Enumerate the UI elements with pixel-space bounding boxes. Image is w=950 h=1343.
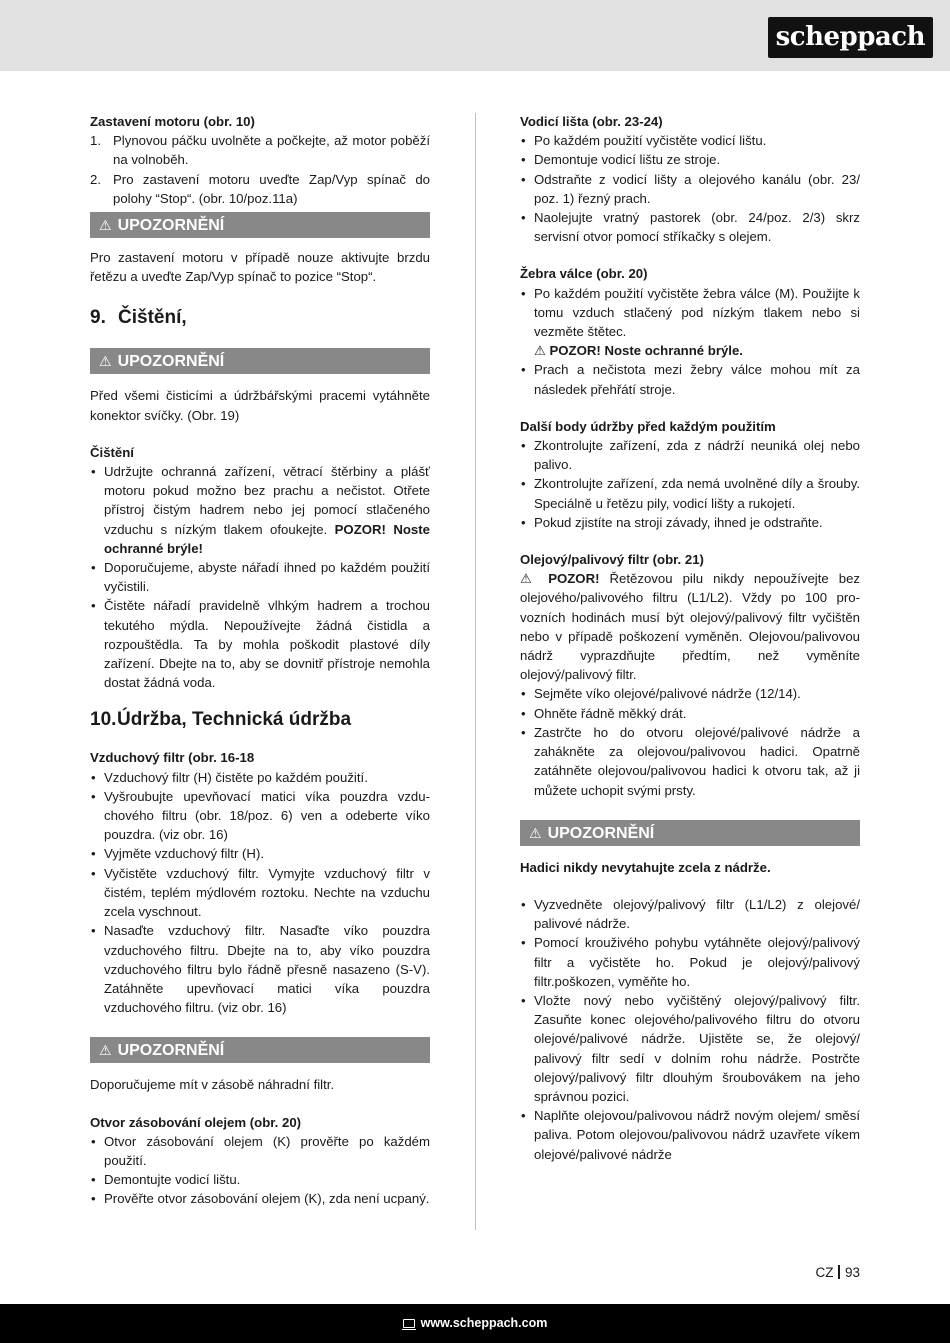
oil-filter-heading: Olejový/palivový filtr (obr. 21) [520, 552, 704, 568]
list-item: • Prach a nečistota mezi žebry válce mohou mít za následek přehřátí stroje. [520, 360, 860, 398]
guide-bar-heading: Vodicí lišta (obr. 23-24) [520, 114, 663, 129]
warning-triangle-icon: ⚠ [534, 343, 550, 359]
scheppach-logo: scheppach [768, 17, 933, 58]
guide-bar-list [520, 131, 860, 246]
warning-triangle-icon: ⚠ [99, 353, 112, 370]
left-column [90, 112, 430, 1209]
cleaning-heading: Čištění [90, 444, 134, 460]
list-item: • Vyjměte vzduchový filtr (H). [90, 844, 430, 863]
header-bar [0, 0, 950, 71]
warning-bar: ⚠ UPOZORNĚNÍ [520, 820, 860, 846]
spare-filter-text: Doporučujeme mít v zásobě náhradní filtr. [90, 1077, 335, 1093]
warning-triangle-icon: ⚠ [520, 571, 549, 587]
oil-filter-list [520, 684, 860, 799]
oil-hole-list [90, 1132, 430, 1209]
monitor-icon [403, 1319, 415, 1328]
list-item: • Ohněte řádně měkký drát. [520, 704, 860, 723]
list-item: • Čistěte nářadí pravidelně vlhkým hadrem a trochou tekutého mýdla. Nepoužívejte žádná čistidla a rozpouštědla. Ta by mohla poškodit plastové díly zařízení. Dbejte na to, aby se dovnitř přístroje nemohla dostat žádná voda. [90, 596, 430, 692]
list-item: • Naolejujte vratný pastorek (obr. 24/poz. 2/3) skrz servisní otvor pomocí stříkačky s olejem. [520, 208, 860, 246]
list-item: • Naplňte olejovou/palivovou nádrž novým olejem/ směsí paliva. Potom olejovou/palivovou nádrž uzavřete víkem olejové/palivové nádrže [520, 1106, 860, 1164]
list-item: • Po každém použití vyčistěte vodicí lištu. [520, 131, 860, 150]
list-item: • Vložte nový nebo vyčištěný olejový/palivový filtr. Zasuňte konec olejového/palivového filtru do otvoru olejové/palivové nádrže. Ujistěte se, že olejový/ palivový filtr sedí v dolním rohu nádrže. Postrčte olejový/palivový filtr dlouhým šroubovákem na jeho správnou pozici. [520, 991, 860, 1106]
more-maintenance-list [520, 436, 860, 532]
warning-triangle-icon: ⚠ [529, 824, 542, 841]
list-item: 2. Pro zastavení motoru uveďte Zap/Vyp spínač do polohy “Stop“. (obr. 10/poz.11a) [90, 171, 430, 206]
oil-filter-text: ⚠ POZOR! Řetězovou pilu nikdy nepoužívejte bez olejového/palivového filtru (L1/L2). Vždy po 100 provozních hodinách musí být olejový/palivový filtr vyčištěn nebo v případě poškození vyměněn. Olejovou/palivovou nádrž vyprazdňujte předtím, než vyměníte olejový/palivový filtr. [520, 571, 860, 683]
list-item: • Odstraňte z vodicí lišty a olejového kanálu (obr. 23/ poz. 1) řezný prach. [520, 170, 860, 208]
list-item: • Demontujte vodicí lištu. [90, 1170, 430, 1189]
list-item: • Zkontrolujte zařízení, zda nemá uvolněné díly a šrouby. Speciálně u řetězu pily, vodicí lišty a rukojetí. [520, 474, 860, 512]
list-item: • Zastrčte ho do otvoru olejové/palivové nádrže a zahákněte za olejovou/palivovou hadici. Opatrně zatáhněte olejovou/palivovou hadici k otvoru tak, až ji můžete uchopit svými prsty. [520, 723, 860, 800]
list-item: • Prověřte otvor zásobování olejem (K), zda není ucpaný. [90, 1189, 430, 1208]
list-item: • Sejměte víko olejové/palivové nádrže (12/14). [520, 684, 860, 703]
list-item: • Demontuje vodicí lištu ze stroje. [520, 150, 860, 169]
cleaning-list [90, 462, 430, 692]
list-item: 1. Plynovou páčku uvolněte a počkejte, až motor poběží na volnoběh. [90, 133, 430, 168]
list-item: • Vyšroubujte upevňovací matici víka pouzdra vzduchového filtru (obr. 18/poz. 6) ven a odeberte víko pouzdra. (viz obr. 16) [90, 787, 430, 845]
cylinder-fins-heading: Žebra válce (obr. 20) [520, 266, 648, 282]
page-number: CZ 93 [815, 1265, 860, 1280]
list-item: • Vyzvedněte olejový/palivový filtr (L1/L2) z olejové/ palivové nádrže. [520, 895, 860, 933]
air-filter-heading: Vzduchový filtr (obr. 16-18 [90, 750, 255, 766]
warning-bar: ⚠ UPOZORNĚNÍ [90, 212, 430, 238]
list-item: • Po každém použití vyčistěte žebra válce (M). Použijte k tomu vzduch stlačený pod nízkým tlakem nebo si vezměte štětec. ⚠ POZOR! Noste ochranné brýle. [520, 284, 860, 361]
list-item: • Udržujte ochranná zařízení, větrací štěrbiny a plášť motoru pokud možno bez prachu a nečistot. Otřete přístroj čistým hadrem nebo jej pomocí stlačeného vzduchu s nízkým tlakem ofoukejte. POZOR! Noste ochranné brýle! [90, 462, 430, 558]
list-item: • Otvor zásobování olejem (K) prověřte po každém použití. [90, 1132, 430, 1170]
emergency-text: Pro zastavení motoru v případě nouze aktivujte brzdu řetězu a uveďte Zap/Vyp spínač to pozice “Stop“. [90, 250, 430, 285]
list-item: • Doporučujeme, abyste nářadí ihned po každém použití vyčistili. [90, 558, 430, 596]
list-item: • Pokud zjistíte na stroji závady, ihned je odstraňte. [520, 513, 860, 532]
website-link[interactable]: www.scheppach.com [420, 1316, 548, 1330]
list-item: • Nasaďte vzduchový filtr. Nasaďte víko pouzdra vzduchového filtru. Dbejte na to, aby víko pouzdra vzduchového filtru bylo řádně přesně nasazeno (S-V). Zatáhněte upevňovací matici víka pouzdra vzduchového filtru. (viz obr. 16) [90, 921, 430, 1017]
hose-warning-text: Hadici nikdy nevytahujte zcela z nádrže. [520, 859, 771, 875]
column-divider [475, 113, 476, 1230]
warning-triangle-icon: ⚠ [99, 217, 112, 234]
list-item: • Vzduchový filtr (H) čistěte po každém použití. [90, 768, 430, 787]
list-item: • Zkontrolujte zařízení, zda z nádrží neuniká olej nebo palivo. [520, 436, 860, 474]
cylinder-fins-list [520, 284, 860, 399]
before-cleaning-text: Před všemi čisticími a údržbářskými pracemi vytáhněte konektor svíčky. (Obr. 19) [90, 388, 430, 423]
stop-heading: Zastavení motoru (obr. 10) [90, 114, 255, 129]
section-9-title: 9. Čištění, [90, 307, 187, 329]
section-10-title: 10.Údržba, Technická údržba [90, 709, 352, 731]
footer-bar [0, 1304, 950, 1343]
warning-triangle-icon: ⚠ [99, 1042, 112, 1059]
right-column [520, 112, 860, 1164]
list-item: • Pomocí krouživého pohybu vytáhněte olejový/palivový filtr a vyčistěte ho. Pokud je olejový/palivový filtr.poškozen, vyměňte ho. [520, 933, 860, 991]
filter-replace-list [520, 895, 860, 1164]
warning-bar: ⚠ UPOZORNĚNÍ [90, 1037, 430, 1063]
air-filter-list [90, 768, 430, 1018]
oil-hole-heading: Otvor zásobování olejem (obr. 20) [90, 1114, 302, 1130]
list-item: • Vyčistěte vzduchový filtr. Vymyjte vzduchový filtr v čistém, teplém mýdlovém roztoku. Nechte na vzduchu zcela vyschnout. [90, 864, 430, 922]
more-maintenance-heading: Další body údržby před každým použitím [520, 418, 776, 434]
stop-steps [90, 131, 430, 208]
warning-bar: ⚠ UPOZORNĚNÍ [90, 348, 430, 374]
